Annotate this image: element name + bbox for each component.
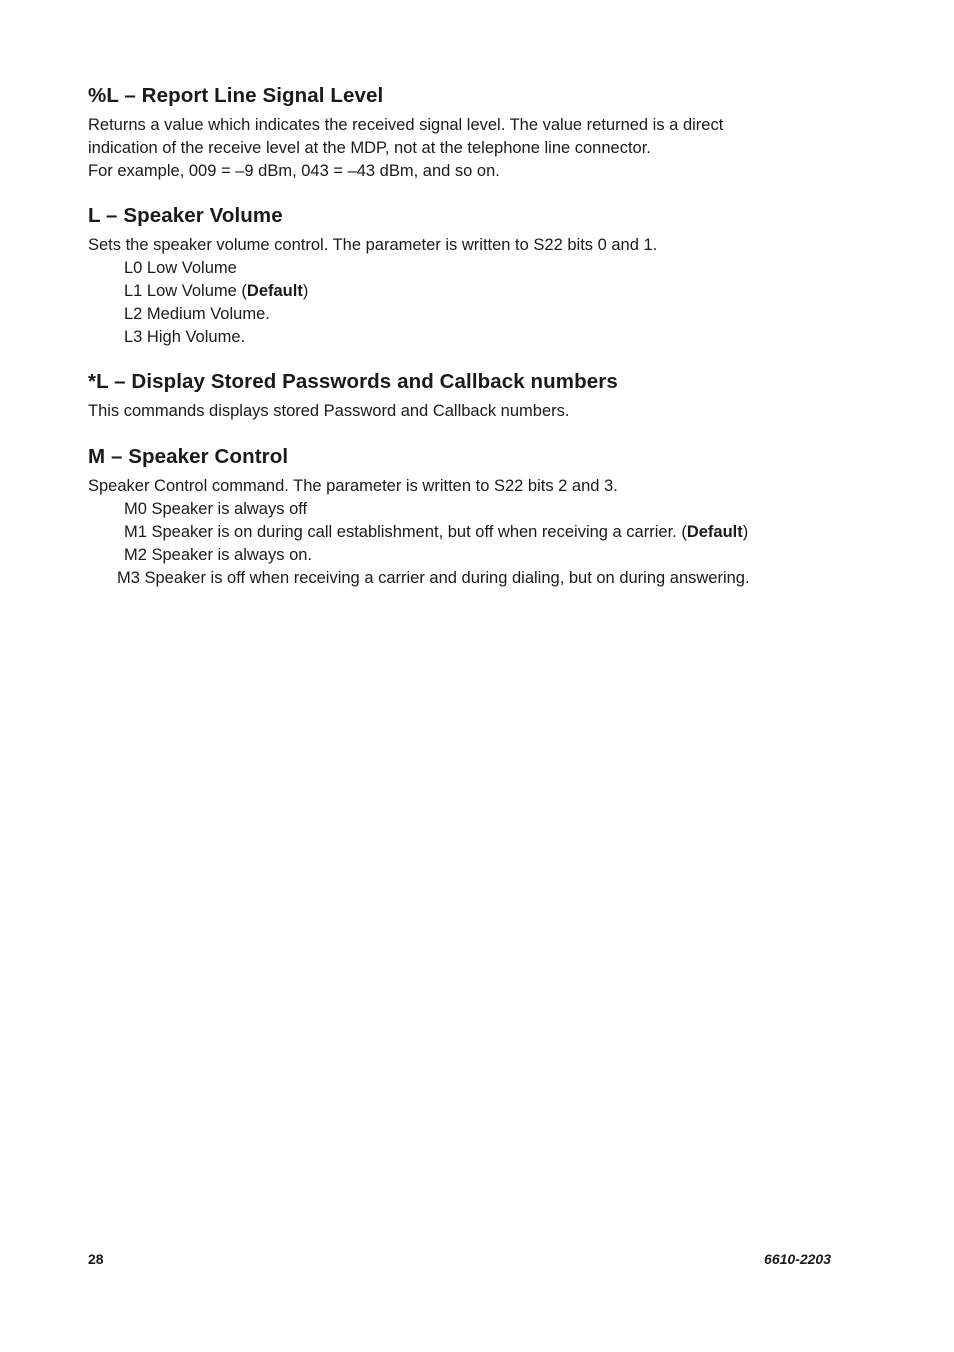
- section-title-speaker-volume: L – Speaker Volume: [88, 204, 283, 227]
- section-title-display-stored-passwords: *L – Display Stored Passwords and Callback numbers: [88, 370, 618, 393]
- option-item: L2 Medium Volume.: [124, 305, 270, 323]
- option-item: L0 Low Volume: [124, 259, 237, 277]
- option-item: L3 High Volume.: [124, 328, 246, 346]
- page-number: 28: [88, 1251, 104, 1267]
- section-intro: Speaker Control command. The parameter is written to S22 bits 2 and 3.: [88, 477, 618, 495]
- section-title-speaker-control: M – Speaker Control: [88, 445, 289, 468]
- default-marker: Default: [246, 282, 303, 300]
- option-item: M0 Speaker is always off: [124, 500, 308, 518]
- section-intro: Sets the speaker volume control. The parameter is written to S22 bits 0 and 1.: [88, 236, 658, 254]
- default-marker: Default: [686, 523, 743, 541]
- paragraph-line: Returns a value which indicates the received signal level. The value returned is a direct: [88, 116, 724, 134]
- section-title-report-line-signal-level: %L – Report Line Signal Level: [88, 84, 384, 107]
- paragraph-line: For example, 009 = –9 dBm, 043 = –43 dBm, and so on.: [88, 162, 500, 180]
- document-number: 6610-2203: [764, 1251, 831, 1267]
- paragraph-line: This commands displays stored Password and Callback numbers.: [88, 402, 570, 420]
- option-item: M3 Speaker is off when receiving a carrier and during dialing, but on during answering.: [117, 569, 750, 587]
- option-item: M1 Speaker is on during call establishment, but off when receiving a carrier. (Default): [124, 523, 749, 541]
- paragraph-line: indication of the receive level at the MDP, not at the telephone line connector.: [88, 139, 651, 157]
- option-item: M2 Speaker is always on.: [124, 546, 313, 564]
- option-item: L1 Low Volume (Default): [124, 282, 309, 300]
